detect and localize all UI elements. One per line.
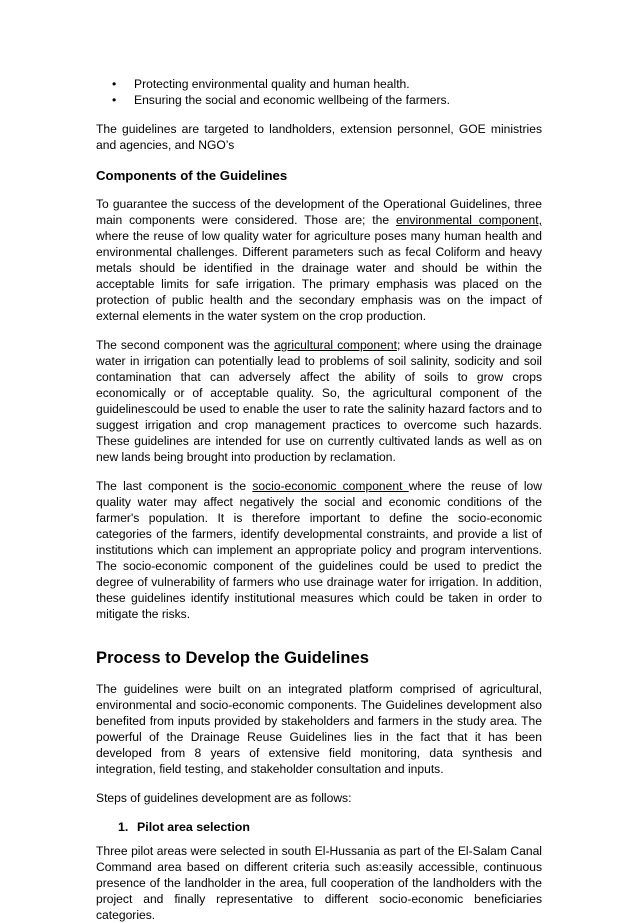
step-number: 1.: [118, 820, 129, 834]
environmental-component-link: environmental component,: [395, 213, 542, 227]
step-heading: [96, 819, 542, 835]
list-item: • Protecting environmental quality and human health.: [112, 77, 410, 91]
step-paragraph: Three pilot areas were selected in south El-Hussania as part of the El-Salam Canal Command area based on different criteria such as:easily accessible, continuous presence of the landholder in the area, full cooperation of the landholders with the project and finally representative to different socio-economic beneficiaries categories.: [96, 844, 542, 922]
process-paragraph: The guidelines were built on an integrated platform comprised of agricultural, environmental and socio-economic components. The Guidelines development also benefited from inputs provided by stakeholders and farmers in the study area. The powerful of the Drainage Reuse Guidelines lies in the fact that it has been developed from 8 years of extensive field monitoring, data synthesis and integration, field testing, and stakeholder consultation and inputs.: [96, 682, 542, 776]
socioeconomic-paragraph: The last component is the socio-economic component where the reuse of low quality water may affect negatively the social and economic conditions of the farmer's population. It is therefore important to define the socio-economic categories of the farmers, identify developmental constraints, and provide a list of institutions which can implement an appropriate policy and program interventions. The socio-economic component of the guidelines could be used to predict the degree of vulnerability of farmers who use drainage water for irrigation. In addition, these guidelines identify institutional measures which could be taken in order to mitigate the risks.: [96, 479, 542, 621]
list-item: • Ensuring the social and economic wellbeing of the farmers.: [112, 93, 450, 107]
process-heading: Process to Develop the Guidelines: [96, 648, 369, 667]
agricultural-paragraph: The second component was the agricultural component; where using the drainage water in irrigation can potentially lead to problems of soil salinity, sodicity and soil contamination that can adversely affect the ability of soils to grow crops economically or of acceptable quality. So, the agricultural component of the guidelinescould be used to enable the user to rate the salinity hazard factors and to suggest irrigation and crop management practices to overcome such hazards. These guidelines are intended for use on currently cultivated lands as well as on new lands being brought into production by reclamation.: [96, 338, 542, 464]
bullet-icon: •: [112, 93, 117, 107]
socioeconomic-component-link: socio-economic component: [252, 479, 409, 493]
bullet-icon: •: [112, 77, 117, 91]
objectives-list: [96, 76, 542, 108]
step-title: Pilot area selection: [137, 820, 250, 834]
steps-intro: Steps of guidelines development are as follows:: [96, 791, 352, 805]
environmental-paragraph: To guarantee the success of the development of the Operational Guidelines, three main components were considered. Those are; the environmental component, where the reuse of low quality water for agriculture poses many human health and environmental challenges. Different parameters such as fecal Coliform and heavy metals should be identified in the drainage water and should be within the acceptable limits for safe irrigation. The primary emphasis was placed on the protection of public health and the secondary emphasis was on the impact of external elements in the water system on the crop production.: [96, 197, 542, 323]
components-heading: Components of the Guidelines: [96, 168, 288, 183]
intro-paragraph: The guidelines are targeted to landholders, extension personnel, GOE ministries and agencies, and NGO’s: [96, 122, 542, 152]
document-page: [96, 76, 542, 923]
agricultural-component-link: agricultural component: [273, 338, 397, 352]
